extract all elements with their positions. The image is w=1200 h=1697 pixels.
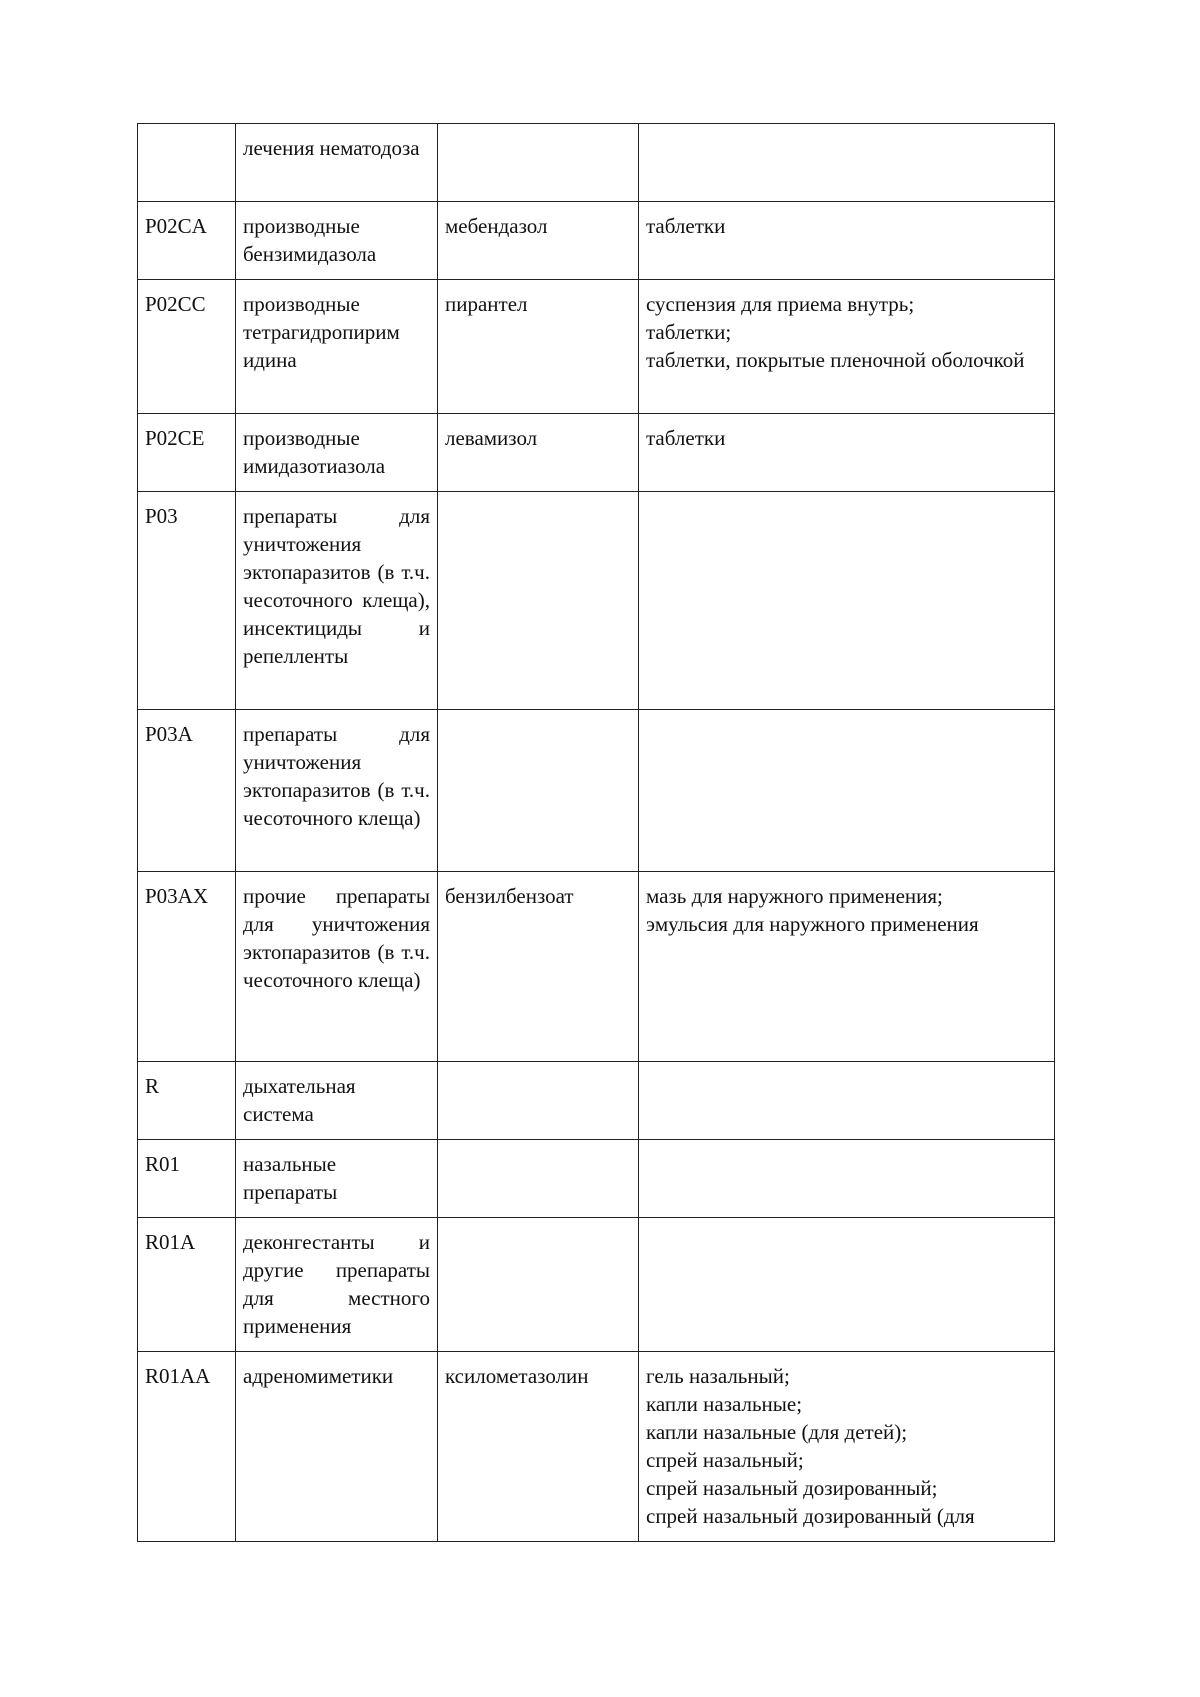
dosage-form-line: эмульсия для наружного применения <box>646 912 979 936</box>
table-row <box>138 1140 1055 1218</box>
drug-classification-table <box>137 123 1055 1542</box>
group-cell: лечения нематодоза <box>236 124 438 202</box>
dosage-form-line: таблетки <box>646 214 726 238</box>
table-row <box>138 872 1055 1062</box>
inn-cell: ксилометазолин <box>438 1352 639 1542</box>
atc-code-cell: P03AX <box>138 872 236 1062</box>
table-row <box>138 280 1055 414</box>
table-row <box>138 710 1055 872</box>
inn-cell <box>438 492 639 710</box>
atc-code-cell: R <box>138 1062 236 1140</box>
dosage-form-cell <box>639 202 1055 280</box>
table-row <box>138 202 1055 280</box>
inn-cell: бензилбензоат <box>438 872 639 1062</box>
dosage-form-line: таблетки, покрытые пленочной оболочкой <box>646 348 1025 372</box>
atc-code-cell: R01A <box>138 1218 236 1352</box>
inn-cell <box>438 1218 639 1352</box>
dosage-form-line: мазь для наружного применения; <box>646 884 943 908</box>
table-row <box>138 1062 1055 1140</box>
group-cell: производные тетрагидропирим идина <box>236 280 438 414</box>
inn-cell <box>438 1062 639 1140</box>
table-row <box>138 1218 1055 1352</box>
group-cell: деконгестанты и другие препараты для местного применения <box>236 1218 438 1352</box>
dosage-form-line: таблетки; <box>646 320 732 344</box>
atc-code-cell: R01AA <box>138 1352 236 1542</box>
dosage-form-line: таблетки <box>646 426 726 450</box>
dosage-form-line: спрей назальный; <box>646 1448 804 1472</box>
table-row <box>138 1352 1055 1542</box>
dosage-form-cell <box>639 710 1055 872</box>
dosage-form-line: спрей назальный дозированный (для <box>646 1504 975 1528</box>
group-cell: производные бензимидазола <box>236 202 438 280</box>
atc-code-cell: P02CC <box>138 280 236 414</box>
atc-code-cell: P03A <box>138 710 236 872</box>
dosage-form-cell <box>639 280 1055 414</box>
group-cell: адреномиметики <box>236 1352 438 1542</box>
group-cell: назальные препараты <box>236 1140 438 1218</box>
atc-code-cell: P03 <box>138 492 236 710</box>
inn-cell <box>438 1140 639 1218</box>
dosage-form-line: капли назальные; <box>646 1392 803 1416</box>
atc-code-cell: R01 <box>138 1140 236 1218</box>
atc-code-cell: P02CA <box>138 202 236 280</box>
dosage-form-line: гель назальный; <box>646 1364 790 1388</box>
table-row <box>138 492 1055 710</box>
dosage-form-cell <box>639 1218 1055 1352</box>
group-cell: прочие препараты для уничтожения эктопаразитов (в т.ч. чесоточного клеща) <box>236 872 438 1062</box>
atc-code-cell: P02CE <box>138 414 236 492</box>
dosage-form-line: капли назальные (для детей); <box>646 1420 908 1444</box>
inn-cell <box>438 124 639 202</box>
dosage-form-cell <box>639 1062 1055 1140</box>
inn-cell: мебендазол <box>438 202 639 280</box>
table-row <box>138 414 1055 492</box>
dosage-form-cell <box>639 1352 1055 1542</box>
dosage-form-line: суспензия для приема внутрь; <box>646 292 915 316</box>
dosage-form-cell <box>639 1140 1055 1218</box>
table-row <box>138 124 1055 202</box>
inn-cell <box>438 710 639 872</box>
group-cell: производные имидазотиазола <box>236 414 438 492</box>
dosage-form-cell <box>639 872 1055 1062</box>
dosage-form-cell <box>639 492 1055 710</box>
atc-code-cell <box>138 124 236 202</box>
group-cell: препараты для уничтожения эктопаразитов (в т.ч. чесоточного клеща), инсектициды и репелленты <box>236 492 438 710</box>
inn-cell: левамизол <box>438 414 639 492</box>
inn-cell: пирантел <box>438 280 639 414</box>
group-cell: дыхательная система <box>236 1062 438 1140</box>
dosage-form-cell <box>639 414 1055 492</box>
dosage-form-line: спрей назальный дозированный; <box>646 1476 938 1500</box>
dosage-form-cell <box>639 124 1055 202</box>
group-cell: препараты для уничтожения эктопаразитов (в т.ч. чесоточного клеща) <box>236 710 438 872</box>
